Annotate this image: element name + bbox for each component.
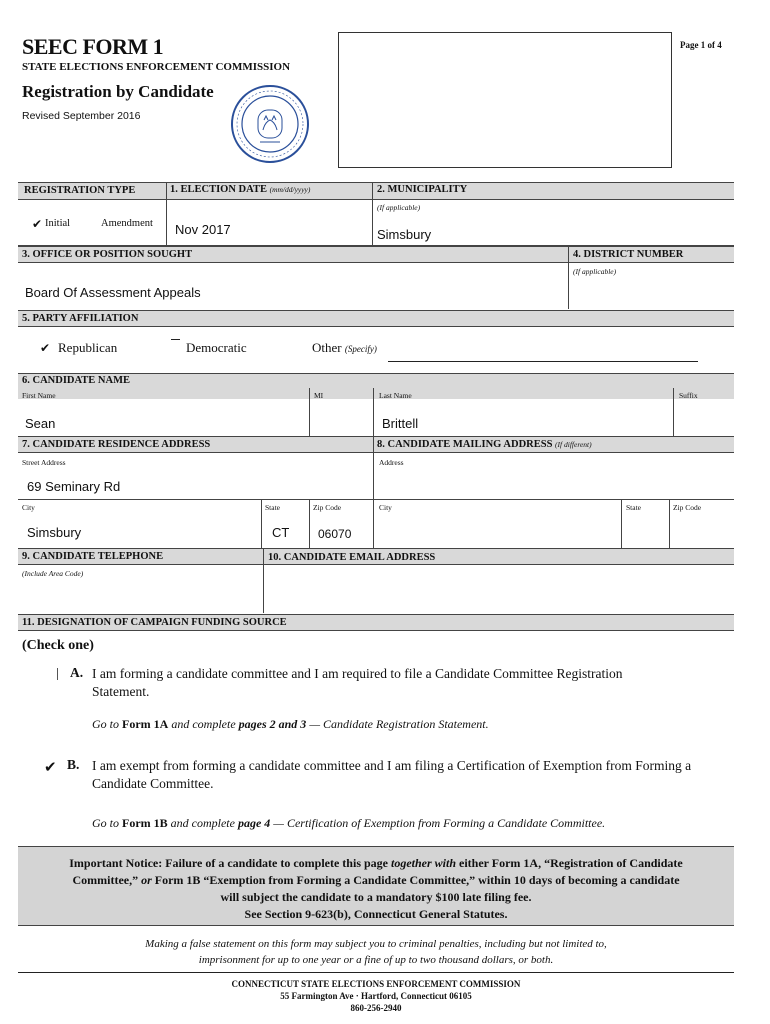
option-a-instruction [92,717,489,732]
name-label-row [18,388,734,399]
divider [673,388,674,436]
initial-checkmark-icon[interactable]: ✔ [32,217,43,231]
a-goto-form: Form 1A [122,717,169,731]
divider [373,388,374,436]
election-date-label [170,184,310,195]
option-b-text: I am exempt from forming a candidate committee and I am filing a Certification of Exemption from Forming a Candidate Committee. [92,758,692,791]
first-name-label: First Name [22,391,56,400]
residence-zip-label: Zip Code [313,503,342,512]
funding-label: 11. DESIGNATION OF CAMPAIGN FUNDING SOURCE [22,617,287,628]
mailing-hint: (If different) [555,440,592,449]
form-title: SEEC FORM 1 [22,34,164,59]
b-goto-mid: and complete [170,816,235,830]
party-label: 5. PARTY AFFILIATION [22,313,139,324]
last-name-label: Last Name [379,391,412,400]
notice-part-3: either Form 1A, “Registration of Candidate Committee,” [72,856,683,887]
municipality-hint: (If applicable) [377,203,421,212]
municipality-value[interactable]: Simsbury [377,227,432,242]
mi-label: MI [314,391,324,400]
residence-city-label: City [22,503,35,512]
candidate-name-label: 6. CANDIDATE NAME [22,375,131,386]
check-one-label: (Check one) [22,638,94,653]
footer-address: 55 Farmington Ave · Hartford, Connecticut 06105 [280,991,472,1001]
divider [18,499,734,500]
a-goto-pre: Go to [92,717,119,731]
mailing-city-label: City [379,503,392,512]
street-address-label: Street Address [22,458,66,467]
street-address-value[interactable]: 69 Seminary Rd [27,479,121,494]
important-notice [18,846,734,926]
warning-line-1: Making a false statement on this form may subject you to criminal penalties, including but not limited to, [145,938,607,950]
false-statement-warning [18,936,734,968]
mailing-address-label: Address [379,458,404,467]
telephone-hint: (Include Area Code) [22,569,84,578]
notice-part-2: together with [390,856,456,870]
option-b-letter: B. [67,757,80,772]
a-goto-post: — Candidate Registration Statement. [309,717,489,731]
notice-part-5: Form 1B “Exemption from Forming a Candidate Committee,” within 10 days of becoming a candidate will subject the candidate to a mandatory $100 late filing fee. [154,873,680,904]
initial-option-label: Initial [45,218,71,229]
municipality-label: 2. MUNICIPALITY [377,184,468,195]
divider [621,499,622,548]
republican-option-label: Republican [58,340,118,355]
notice-part-1: Important Notice: Failure of a candidate to complete this page [69,856,388,870]
divider [166,182,167,245]
democratic-option-label: Democratic [186,340,247,355]
mailing-state-label: State [626,503,641,512]
state-seal-icon [230,84,310,164]
republican-checkmark-icon[interactable]: ✔ [40,341,51,355]
email-field[interactable] [266,568,732,610]
footer-agency: CONNECTICUT STATE ELECTIONS ENFORCEMENT COMMISSION [231,979,521,989]
divider [309,388,310,436]
notice-statute: See Section 9-623(b), Connecticut General Statutes. [244,907,508,921]
other-specify-line[interactable] [388,361,698,362]
b-goto-post: — Certification of Exemption from Forming a Candidate Committee. [273,816,606,830]
b-goto-pre: Go to [92,816,119,830]
election-date-hint: (mm/dd/yyyy) [269,185,311,194]
divider [18,972,734,973]
residence-city-value[interactable]: Simsbury [27,525,82,540]
telephone-field[interactable] [20,580,260,610]
democratic-checkbox[interactable] [171,339,180,340]
warning-line-2: imprisonment for up to one year or a fine of up to two thousand dollars, or both. [198,954,554,966]
election-date-label-text: 1. ELECTION DATE [170,184,267,195]
mailing-label-text: 8. CANDIDATE MAILING ADDRESS [377,439,553,450]
office-value[interactable]: Board Of Assessment Appeals [25,285,201,300]
divider [568,246,569,309]
notice-part-4: or [141,873,152,887]
a-goto-pages: pages 2 and 3 [238,717,307,731]
revision-date: Revised September 2016 [22,110,141,122]
registration-type-label: REGISTRATION TYPE [24,185,136,196]
mailing-label [377,439,592,450]
telephone-label: 9. CANDIDATE TELEPHONE [22,551,164,562]
agency-name: STATE ELECTIONS ENFORCEMENT COMMISSION [22,61,291,73]
last-name-value[interactable]: Brittell [382,416,419,431]
election-date-value[interactable]: Nov 2017 [175,222,231,237]
option-a-checkbox[interactable] [57,668,58,680]
option-a-text: I am forming a candidate committee and I am required to file a Candidate Committee Registration Statement. [92,666,623,699]
district-hint: (If applicable) [573,267,617,276]
residence-state-value[interactable]: CT [272,525,290,540]
divider [261,499,262,548]
mailing-zip-label: Zip Code [673,503,702,512]
option-b-instruction [92,816,605,831]
b-goto-form: Form 1B [122,816,168,830]
footer-phone: 860-256-2940 [350,1003,402,1013]
divider [373,436,374,548]
suffix-label: Suffix [679,391,698,400]
divider [669,499,670,548]
amendment-option-label[interactable]: Amendment [101,218,153,229]
email-label: 10. CANDIDATE EMAIL ADDRESS [268,552,436,563]
a-goto-mid: and complete [171,717,236,731]
divider [263,548,264,613]
footer [18,978,734,1014]
divider [309,499,310,548]
other-label-text: Other [312,340,342,355]
b-goto-pages: page 4 [237,816,271,830]
option-a-letter: A. [70,665,84,680]
other-hint: (Specify) [344,344,377,354]
other-option-label[interactable] [312,340,377,356]
office-stamp-box [338,32,672,168]
page-number: Page 1 of 4 [680,40,722,50]
first-name-value[interactable]: Sean [25,416,56,431]
divider [372,182,373,245]
district-label: 4. DISTRICT NUMBER [573,249,684,260]
office-label: 3. OFFICE OR POSITION SOUGHT [22,249,193,260]
option-b-checkmark-icon[interactable]: ✔ [44,760,57,776]
form-subtitle: Registration by Candidate [22,82,214,101]
residence-label: 7. CANDIDATE RESIDENCE ADDRESS [22,439,211,450]
residence-zip-value[interactable]: 06070 [318,527,352,541]
residence-state-label: State [265,503,280,512]
